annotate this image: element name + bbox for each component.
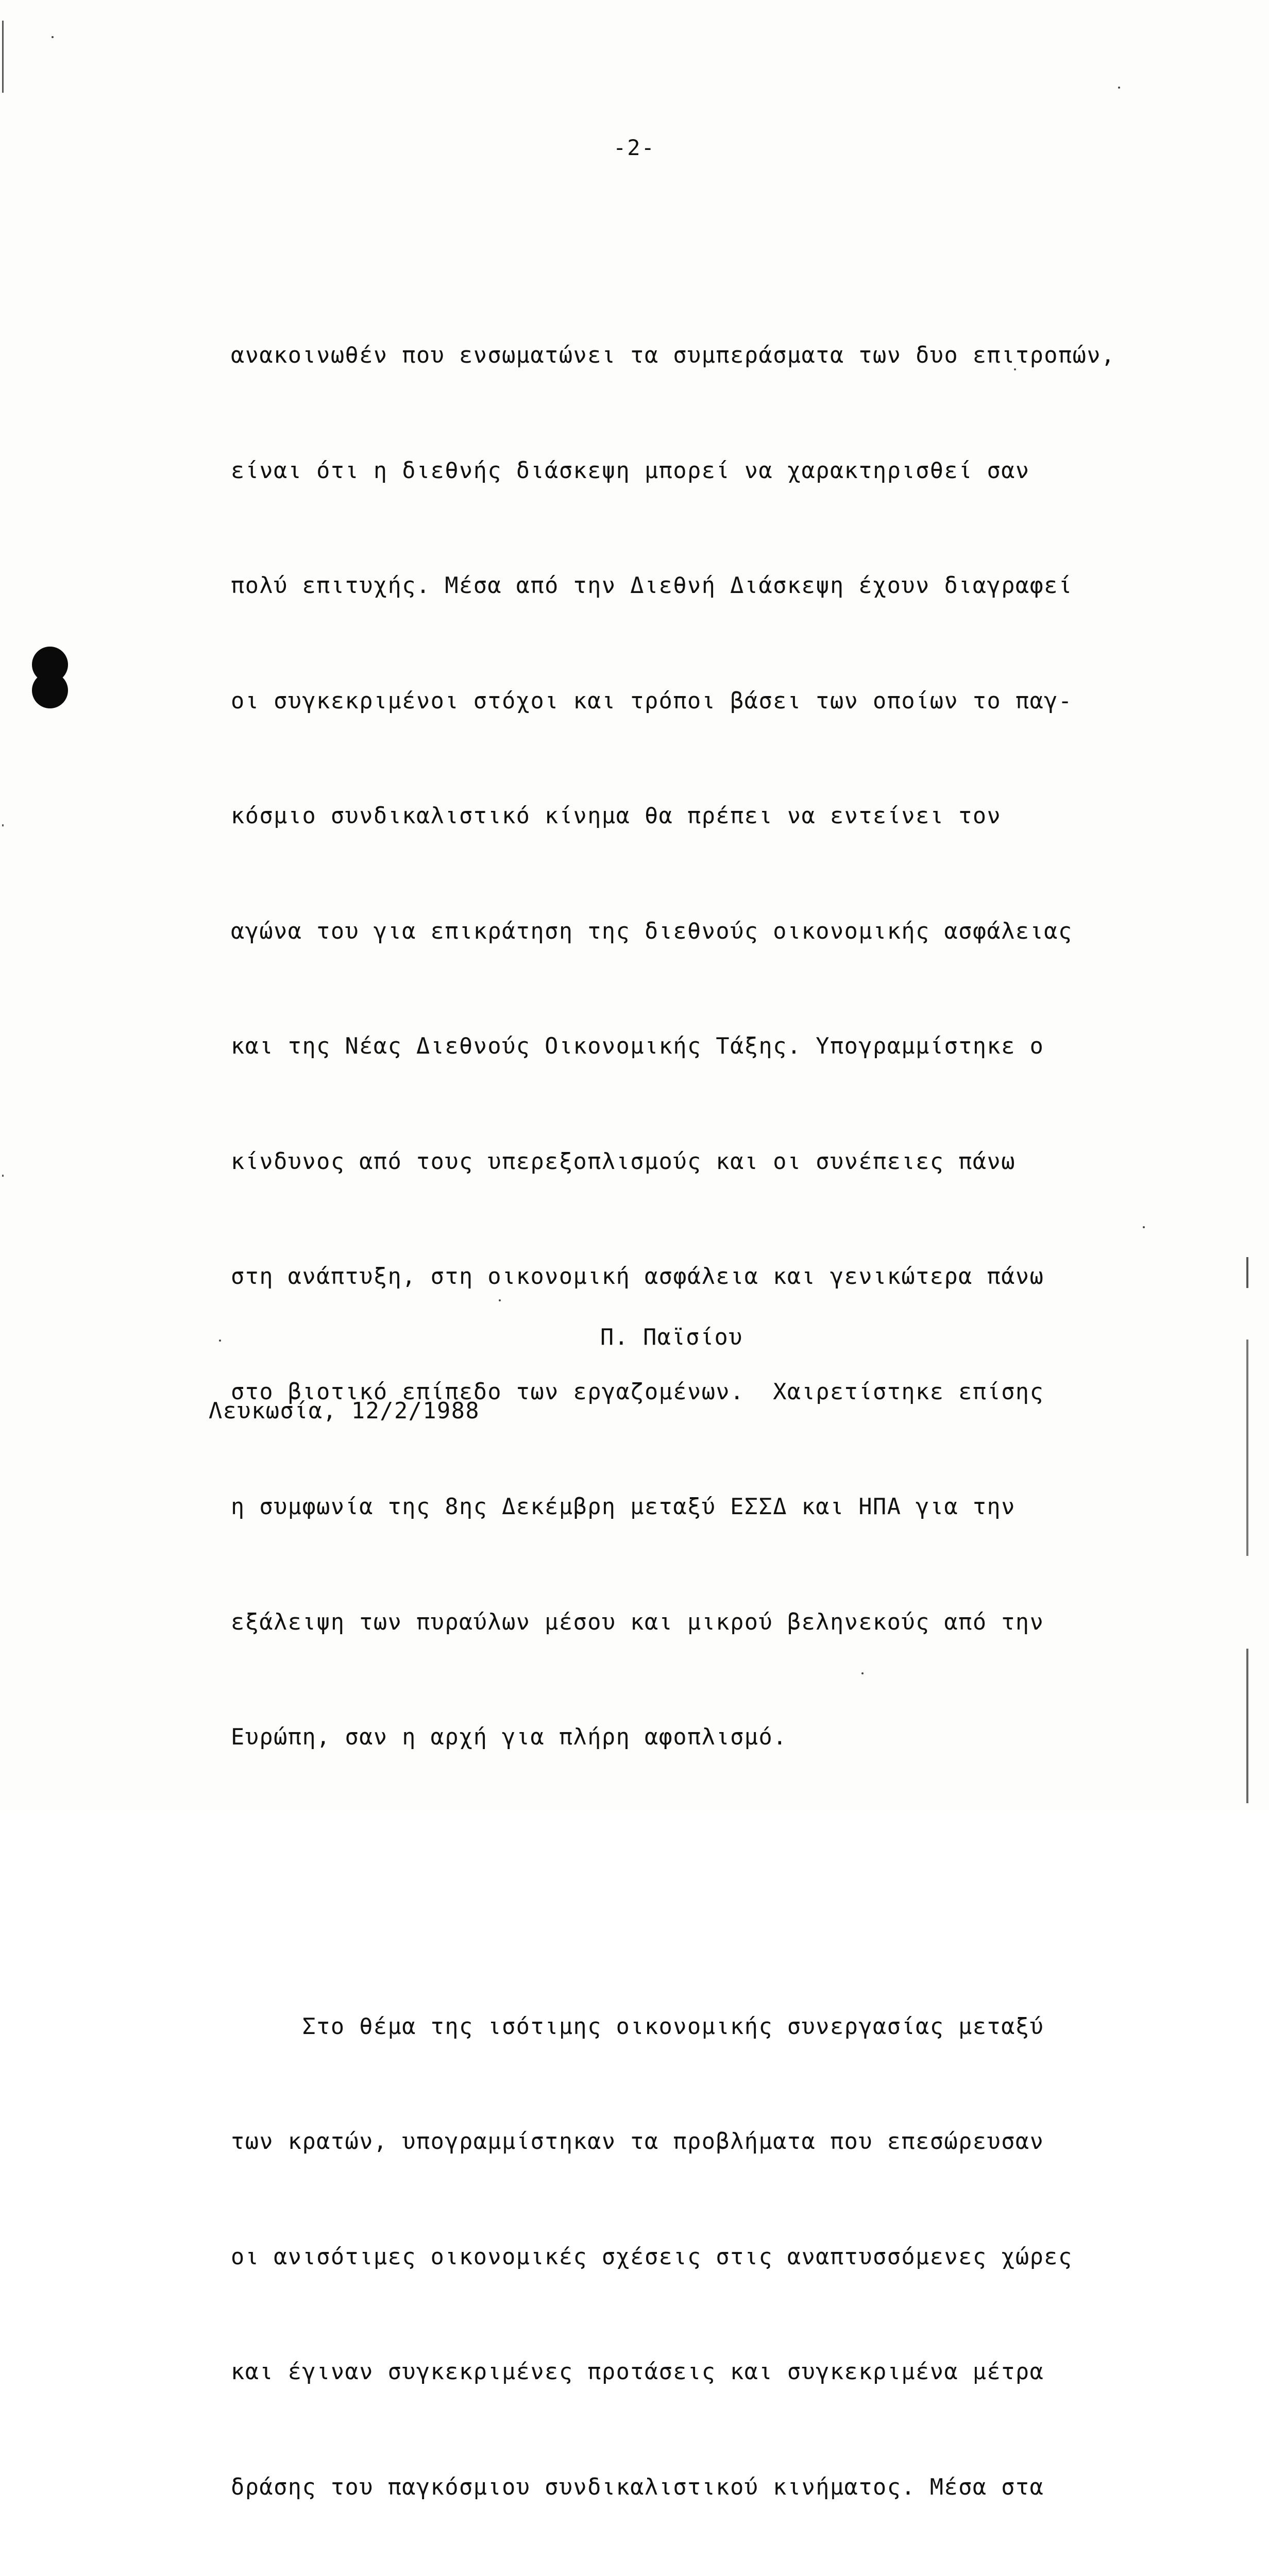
text-line: κόσμιο συνδικαλιστικό κίνημα θα πρέπει να εντείνει τον: [231, 797, 1179, 836]
left-edge-speck: [2, 824, 4, 826]
text-line: εξάλειψη των πυραύλων μέσου και μικρού βεληνεκούς από την: [231, 1603, 1179, 1642]
text-line: κίνδυνος από τους υπερεξοπλισμούς και οι συνέπειες πάνω: [231, 1143, 1179, 1181]
text-line: οι ανισότιμες οικονομικές σχέσεις στις αναπτυσσόμενες χώρες: [231, 2238, 1179, 2277]
right-edge-mark: [1246, 1649, 1248, 1803]
text-line: η συμφωνία της 8ης Δεκέμβρη μεταξύ ΕΣΣΔ και ΗΠΑ για την: [231, 1488, 1179, 1527]
text-line: είναι ότι η διεθνής διάσκεψη μπορεί να χαρακτηρισθεί σαν: [231, 452, 1179, 490]
body-text: [231, 183, 1179, 2576]
text-line: στη ανάπτυξη, στη οικονομική ασφάλεια και γενικώτερα πάνω: [231, 1258, 1179, 1296]
right-edge-mark: [1246, 1257, 1248, 1288]
text-line: Ευρώπη, σαν η αρχή για πλήρη αφοπλισμό.: [231, 1718, 1179, 1757]
text-line: αγώνα του για επικράτηση της διεθνούς οικονομικής ασφάλειας: [231, 912, 1179, 951]
text-line: στο βιοτικό επίπεδο των εργαζομένων. Χαιρετίστηκε επίσης: [231, 1373, 1179, 1412]
paragraph-2: [231, 1931, 1179, 2576]
text-line: και της Νέας Διεθνούς Οικονομικής Τάξης. Υπογραμμίστηκε ο: [231, 1027, 1179, 1066]
place-date: Λευκωσία, 12/2/1988: [209, 1398, 480, 1424]
page-number: -2-: [613, 135, 655, 160]
text-line: Στο θέμα της ισότιμης οικονομικής συνεργασίας μεταξύ: [231, 2008, 1179, 2046]
left-edge-speck: [2, 1175, 4, 1177]
scan-speck: [219, 1340, 221, 1342]
right-edge-mark: [1246, 1340, 1248, 1556]
text-line: οι συγκεκριμένοι στόχοι και τρόποι βάσει των οποίων το παγ-: [231, 682, 1179, 721]
text-line: και έγιναν συγκεκριμένες προτάσεις και συγκεκριμένα μέτρα: [231, 2353, 1179, 2392]
punch-hole-bottom: [32, 672, 68, 708]
left-edge-mark: [2, 21, 4, 93]
paragraph-1: [231, 260, 1179, 1834]
text-line: ανακοινωθέν που ενσωματώνει τα συμπεράσματα των δυο επιτροπών,: [231, 336, 1179, 375]
text-line: δράσης του παγκόσμιου συνδικαλιστικού κινήματος. Μέσα στα: [231, 2468, 1179, 2507]
scan-speck: [52, 36, 54, 38]
text-line: των κρατών, υπογραμμίστηκαν τα προβλήματα που επεσώρευσαν: [231, 2123, 1179, 2161]
text-line: πολύ επιτυχής. Μέσα από την Διεθνή Διάσκεψη έχουν διαγραφεί: [231, 567, 1179, 605]
signature: Π. Παϊσίου: [600, 1325, 743, 1350]
scan-speck: [1118, 87, 1120, 89]
